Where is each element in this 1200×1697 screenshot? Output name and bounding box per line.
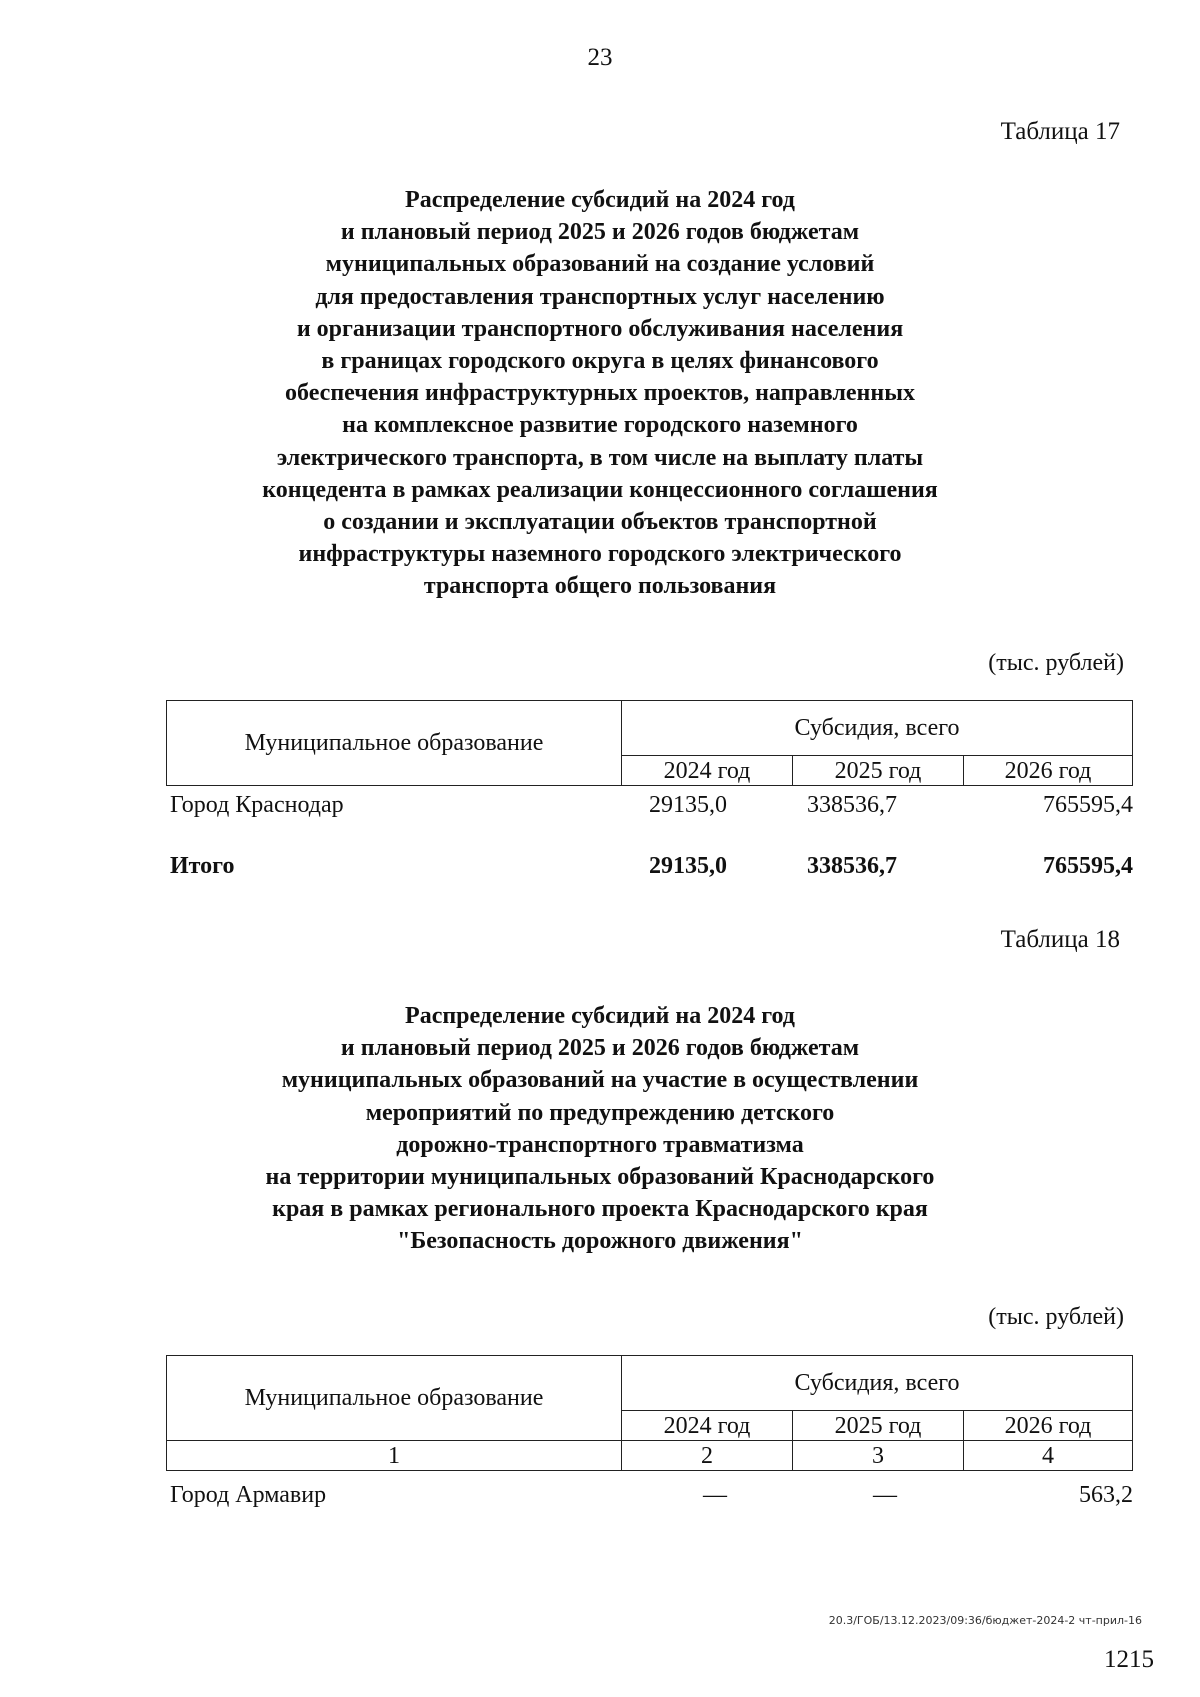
column-number-4: 4 [964, 1441, 1133, 1471]
title-line: муниципальных образований на создание условий [325, 251, 875, 278]
column-header-subsidy: Субсидия, всего [622, 701, 1133, 756]
table-18-units: (тыс. рублей) [988, 1304, 1124, 1330]
title-line: для предоставления транспортных услуг населению [315, 283, 885, 310]
table-18-header [166, 1355, 1133, 1471]
column-number-2: 2 [622, 1441, 793, 1471]
column-header-year-2026: 2026 год [964, 1411, 1133, 1441]
row-value-2025: — [873, 1482, 897, 1508]
table-17-title [200, 184, 1000, 603]
title-line: на комплексное развитие городского наземного [342, 412, 858, 439]
row-value-2024: — [703, 1482, 727, 1508]
table-17-units: (тыс. рублей) [988, 650, 1124, 676]
title-line: на территории муниципальных образований Краснодарского [265, 1164, 935, 1191]
table-18-label: Таблица 18 [1000, 926, 1120, 953]
column-header-year-2024: 2024 год [622, 1411, 793, 1441]
page-number: 23 [587, 44, 613, 71]
total-row [166, 853, 1133, 887]
title-line: края в рамках регионального проекта Краснодарского края [272, 1196, 928, 1223]
title-line: о создании и эксплуатации объектов транспортной [323, 509, 877, 536]
column-header-year-2026: 2026 год [964, 756, 1133, 786]
total-value-2026: 765595,4 [1043, 853, 1133, 879]
column-header-year-2025: 2025 год [793, 756, 964, 786]
column-header-year-2024: 2024 год [622, 756, 793, 786]
column-header-municipality: Муниципальное образование [167, 1356, 622, 1441]
total-value-2025: 338536,7 [807, 853, 897, 879]
title-line: дорожно-транспортного травматизма [396, 1131, 804, 1158]
title-line: концедента в рамках реализации концессионного соглашения [262, 476, 938, 503]
sheet-number: 1215 [1104, 1646, 1154, 1673]
total-value-2024: 29135,0 [649, 853, 727, 879]
title-line: электрического транспорта, в том числе на выплату платы [276, 444, 924, 471]
table-row [166, 1482, 1133, 1516]
row-municipality: Город Армавир [170, 1482, 327, 1508]
title-line: и плановый период 2025 и 2026 годов бюджетам [340, 219, 860, 246]
row-value-2026: 563,2 [1079, 1482, 1133, 1508]
title-line: обеспечения инфраструктурных проектов, направленных [285, 380, 915, 407]
column-number-1: 1 [167, 1441, 622, 1471]
title-line: в границах городского округа в целях финансового [321, 348, 879, 375]
title-line: Распределение субсидий на 2024 год [405, 1003, 795, 1029]
column-header-year-2025: 2025 год [793, 1411, 964, 1441]
table-17-header [166, 700, 1133, 786]
title-line: инфраструктуры наземного городского электрического [298, 541, 902, 568]
document-code: 20.3/ГОБ/13.12.2023/09:36/бюджет-2024-2 чт-прил-16 [828, 1614, 1142, 1627]
table-row [166, 792, 1133, 826]
column-number-3: 3 [793, 1441, 964, 1471]
column-header-subsidy: Субсидия, всего [622, 1356, 1133, 1411]
row-municipality: Город Краснодар [170, 792, 344, 818]
title-line: Распределение субсидий на 2024 год [405, 187, 795, 213]
row-value-2026: 765595,4 [1043, 792, 1133, 818]
total-label: Итого [170, 853, 235, 879]
table-18-title [200, 1000, 1000, 1258]
row-value-2025: 338536,7 [807, 792, 897, 818]
title-line: и плановый период 2025 и 2026 годов бюджетам [340, 1035, 860, 1062]
title-line: муниципальных образований на участие в осуществлении [281, 1067, 919, 1094]
title-line: транспорта общего пользования [423, 573, 777, 600]
title-line: мероприятий по предупреждению детского [365, 1099, 835, 1126]
title-line: и организации транспортного обслуживания населения [296, 315, 904, 342]
row-value-2024: 29135,0 [649, 792, 727, 818]
title-line: "Безопасность дорожного движения" [397, 1228, 803, 1255]
table-17-label: Таблица 17 [1000, 118, 1120, 145]
column-header-municipality: Муниципальное образование [167, 701, 622, 786]
